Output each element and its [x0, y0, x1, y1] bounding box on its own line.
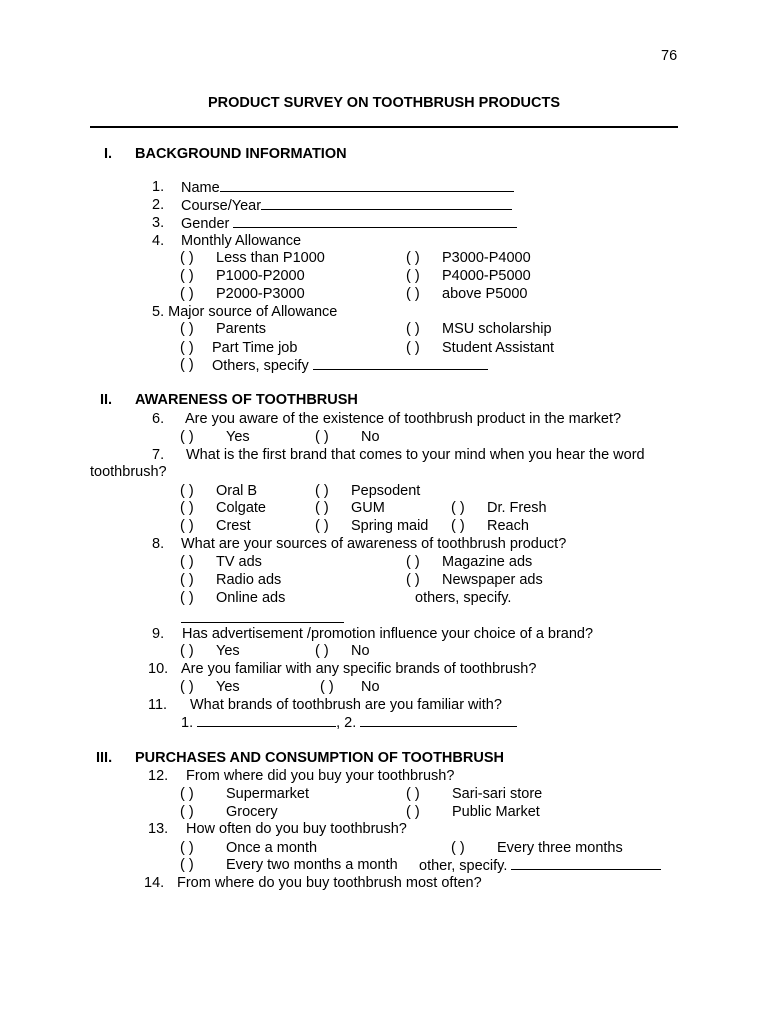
section-3-title: PURCHASES AND CONSUMPTION OF TOOTHBRUSH — [135, 750, 504, 766]
q4-opt4-label: P3000-P4000 — [442, 250, 531, 266]
section-3-number: III. — [96, 750, 113, 766]
q4-opt3-checkbox[interactable]: ( ) — [180, 286, 194, 302]
q13-opt1-checkbox[interactable]: ( ) — [180, 840, 194, 856]
q11-number: 11. — [148, 697, 168, 713]
q12-opt2-label: Grocery — [226, 804, 278, 820]
q5-opt5-label: Student Assistant — [442, 340, 555, 356]
q2-question — [181, 196, 512, 215]
q10-yes-checkbox[interactable]: ( ) — [180, 679, 194, 695]
name-blank[interactable] — [220, 178, 514, 192]
q5-question: 5. Major source of Allowance — [152, 304, 338, 320]
q13-question: How often do you buy toothbrush? — [186, 821, 407, 837]
q5-opt4-checkbox[interactable]: ( ) — [406, 321, 420, 337]
q12-opt1-checkbox[interactable]: ( ) — [180, 786, 194, 802]
q8-opt3-label: Online ads — [216, 590, 286, 606]
q7-opt1-checkbox[interactable]: ( ) — [180, 483, 194, 499]
q12-opt4-label: Public Market — [452, 804, 540, 820]
q4-opt6-label: above P5000 — [442, 286, 528, 302]
q4-opt2-label: P1000-P2000 — [216, 268, 305, 284]
q8-opt5-label: Newspaper ads — [442, 572, 543, 588]
q13-opt2-label: Every two months a month — [226, 857, 398, 873]
q10-no-label: No — [361, 679, 380, 695]
q4-opt5-checkbox[interactable]: ( ) — [406, 268, 420, 284]
q9-number: 9. — [152, 626, 165, 642]
q11-blanks-row — [181, 713, 517, 732]
q4-opt4-checkbox[interactable]: ( ) — [406, 250, 420, 266]
q9-no-label: No — [351, 643, 370, 659]
q14-number: 14. — [144, 875, 165, 891]
q4-opt3-label: P2000-P3000 — [216, 286, 305, 302]
q7-opt7-checkbox[interactable]: ( ) — [451, 500, 465, 516]
section-1-title: BACKGROUND INFORMATION — [135, 146, 347, 162]
q8-opt1-label: TV ads — [216, 554, 262, 570]
q13-opt1-label: Once a month — [226, 840, 318, 856]
q7-question-cont: toothbrush? — [90, 464, 167, 480]
q5-opt2-label: Part Time job — [212, 340, 298, 356]
q5-opt2-checkbox[interactable]: ( ) — [180, 340, 194, 356]
q5-opt3-row — [212, 356, 488, 375]
q5-opt3-label: Others, specify — [212, 358, 309, 374]
q8-number: 8. — [152, 536, 165, 552]
q7-opt8-label: Reach — [487, 518, 529, 534]
q6-yes-label: Yes — [226, 429, 250, 445]
q13-opt2-checkbox[interactable]: ( ) — [180, 857, 194, 873]
q5-others-blank[interactable] — [313, 356, 488, 370]
q4-question: Monthly Allowance — [181, 233, 302, 249]
q7-opt4-checkbox[interactable]: ( ) — [315, 483, 329, 499]
q2-number: 2. — [152, 197, 165, 213]
q12-number: 12. — [148, 768, 169, 784]
q9-no-checkbox[interactable]: ( ) — [315, 643, 329, 659]
q7-opt7-label: Dr. Fresh — [487, 500, 547, 516]
q8-opt4-checkbox[interactable]: ( ) — [406, 554, 420, 570]
title-rule — [90, 126, 678, 128]
q8-opt2-checkbox[interactable]: ( ) — [180, 572, 194, 588]
q13-others-label: other, specify. — [419, 858, 508, 874]
q5-opt1-checkbox[interactable]: ( ) — [180, 321, 194, 337]
q6-no-checkbox[interactable]: ( ) — [315, 429, 329, 445]
section-2-number: II. — [100, 392, 113, 408]
q6-number: 6. — [152, 411, 165, 427]
q8-others-blank[interactable] — [181, 609, 344, 623]
q12-opt3-checkbox[interactable]: ( ) — [406, 786, 420, 802]
q3-number: 3. — [152, 215, 165, 231]
page-number: 76 — [661, 48, 678, 64]
course-year-blank[interactable] — [261, 196, 512, 210]
q7-opt6-label: Spring maid — [351, 518, 429, 534]
q13-others-row — [419, 856, 661, 875]
q12-opt3-label: Sari-sari store — [452, 786, 543, 802]
q7-opt6-checkbox[interactable]: ( ) — [315, 518, 329, 534]
q8-question: What are your sources of awareness of toothbrush product? — [181, 536, 567, 552]
q4-opt6-checkbox[interactable]: ( ) — [406, 286, 420, 302]
q4-opt1-checkbox[interactable]: ( ) — [180, 250, 194, 266]
q2-label: Course/Year — [181, 198, 262, 214]
q12-opt1-label: Supermarket — [226, 786, 310, 802]
q7-opt2-label: Colgate — [216, 500, 266, 516]
q1-question — [181, 178, 514, 197]
q9-yes-checkbox[interactable]: ( ) — [180, 643, 194, 659]
q7-opt8-checkbox[interactable]: ( ) — [451, 518, 465, 534]
q12-opt4-checkbox[interactable]: ( ) — [406, 804, 420, 820]
q7-opt3-label: Crest — [216, 518, 251, 534]
q13-others-blank[interactable] — [511, 856, 661, 870]
q7-opt3-checkbox[interactable]: ( ) — [180, 518, 194, 534]
q6-no-label: No — [361, 429, 380, 445]
q4-opt5-label: P4000-P5000 — [442, 268, 531, 284]
q4-opt2-checkbox[interactable]: ( ) — [180, 268, 194, 284]
q4-number: 4. — [152, 233, 165, 249]
q14-question: From where do you buy toothbrush most often? — [177, 875, 482, 891]
section-2-title: AWARENESS OF TOOTHBRUSH — [135, 392, 358, 408]
q7-opt1-label: Oral B — [216, 483, 258, 499]
q1-label: Name — [181, 180, 220, 196]
section-1-number: I. — [104, 146, 113, 162]
q13-opt3-label: Every three months — [497, 840, 623, 856]
q7-opt5-label: GUM — [351, 500, 385, 516]
q9-yes-label: Yes — [216, 643, 240, 659]
q8-opt3-checkbox[interactable]: ( ) — [180, 590, 194, 606]
q11-blank2-label: , 2. — [336, 715, 357, 731]
q11-blank1-label: 1. — [181, 715, 194, 731]
q10-yes-label: Yes — [216, 679, 240, 695]
q10-no-checkbox[interactable]: ( ) — [320, 679, 334, 695]
q7-opt2-checkbox[interactable]: ( ) — [180, 500, 194, 516]
q5-opt1-label: Parents — [216, 321, 266, 337]
q5-opt4-label: MSU scholarship — [442, 321, 552, 337]
q3-label: Gender — [181, 216, 230, 232]
q7-question: What is the first brand that comes to your mind when you hear the word — [186, 447, 645, 463]
q11-brand1-blank[interactable] — [197, 713, 336, 727]
q10-question: Are you familiar with any specific brands of toothbrush? — [181, 661, 537, 677]
q7-opt5-checkbox[interactable]: ( ) — [315, 500, 329, 516]
q7-opt4-label: Pepsodent — [351, 483, 421, 499]
gender-blank[interactable] — [233, 214, 517, 228]
q8-opt1-checkbox[interactable]: ( ) — [180, 554, 194, 570]
q10-number: 10. — [148, 661, 169, 677]
q13-number: 13. — [148, 821, 169, 837]
q7-number: 7. — [152, 447, 165, 463]
q1-number: 1. — [152, 179, 165, 195]
q5-opt5-checkbox[interactable]: ( ) — [406, 340, 420, 356]
q3-question — [181, 214, 517, 233]
q6-question: Are you aware of the existence of toothbrush product in the market? — [185, 411, 622, 427]
q8-others-label: others, specify. — [415, 590, 512, 606]
q11-question: What brands of toothbrush are you familiar with? — [190, 697, 502, 713]
q9-question: Has advertisement /promotion influence your choice of a brand? — [182, 626, 594, 642]
survey-title: PRODUCT SURVEY ON TOOTHBRUSH PRODUCTS — [207, 95, 561, 111]
q11-brand2-blank[interactable] — [360, 713, 517, 727]
q12-opt2-checkbox[interactable]: ( ) — [180, 804, 194, 820]
q5-opt3-checkbox[interactable]: ( ) — [180, 357, 194, 373]
q12-question: From where did you buy your toothbrush? — [186, 768, 455, 784]
q4-opt1-label: Less than P1000 — [216, 250, 325, 266]
q6-yes-checkbox[interactable]: ( ) — [180, 429, 194, 445]
q13-opt3-checkbox[interactable]: ( ) — [451, 840, 465, 856]
q8-opt5-checkbox[interactable]: ( ) — [406, 572, 420, 588]
q8-opt4-label: Magazine ads — [442, 554, 533, 570]
q8-opt2-label: Radio ads — [216, 572, 282, 588]
